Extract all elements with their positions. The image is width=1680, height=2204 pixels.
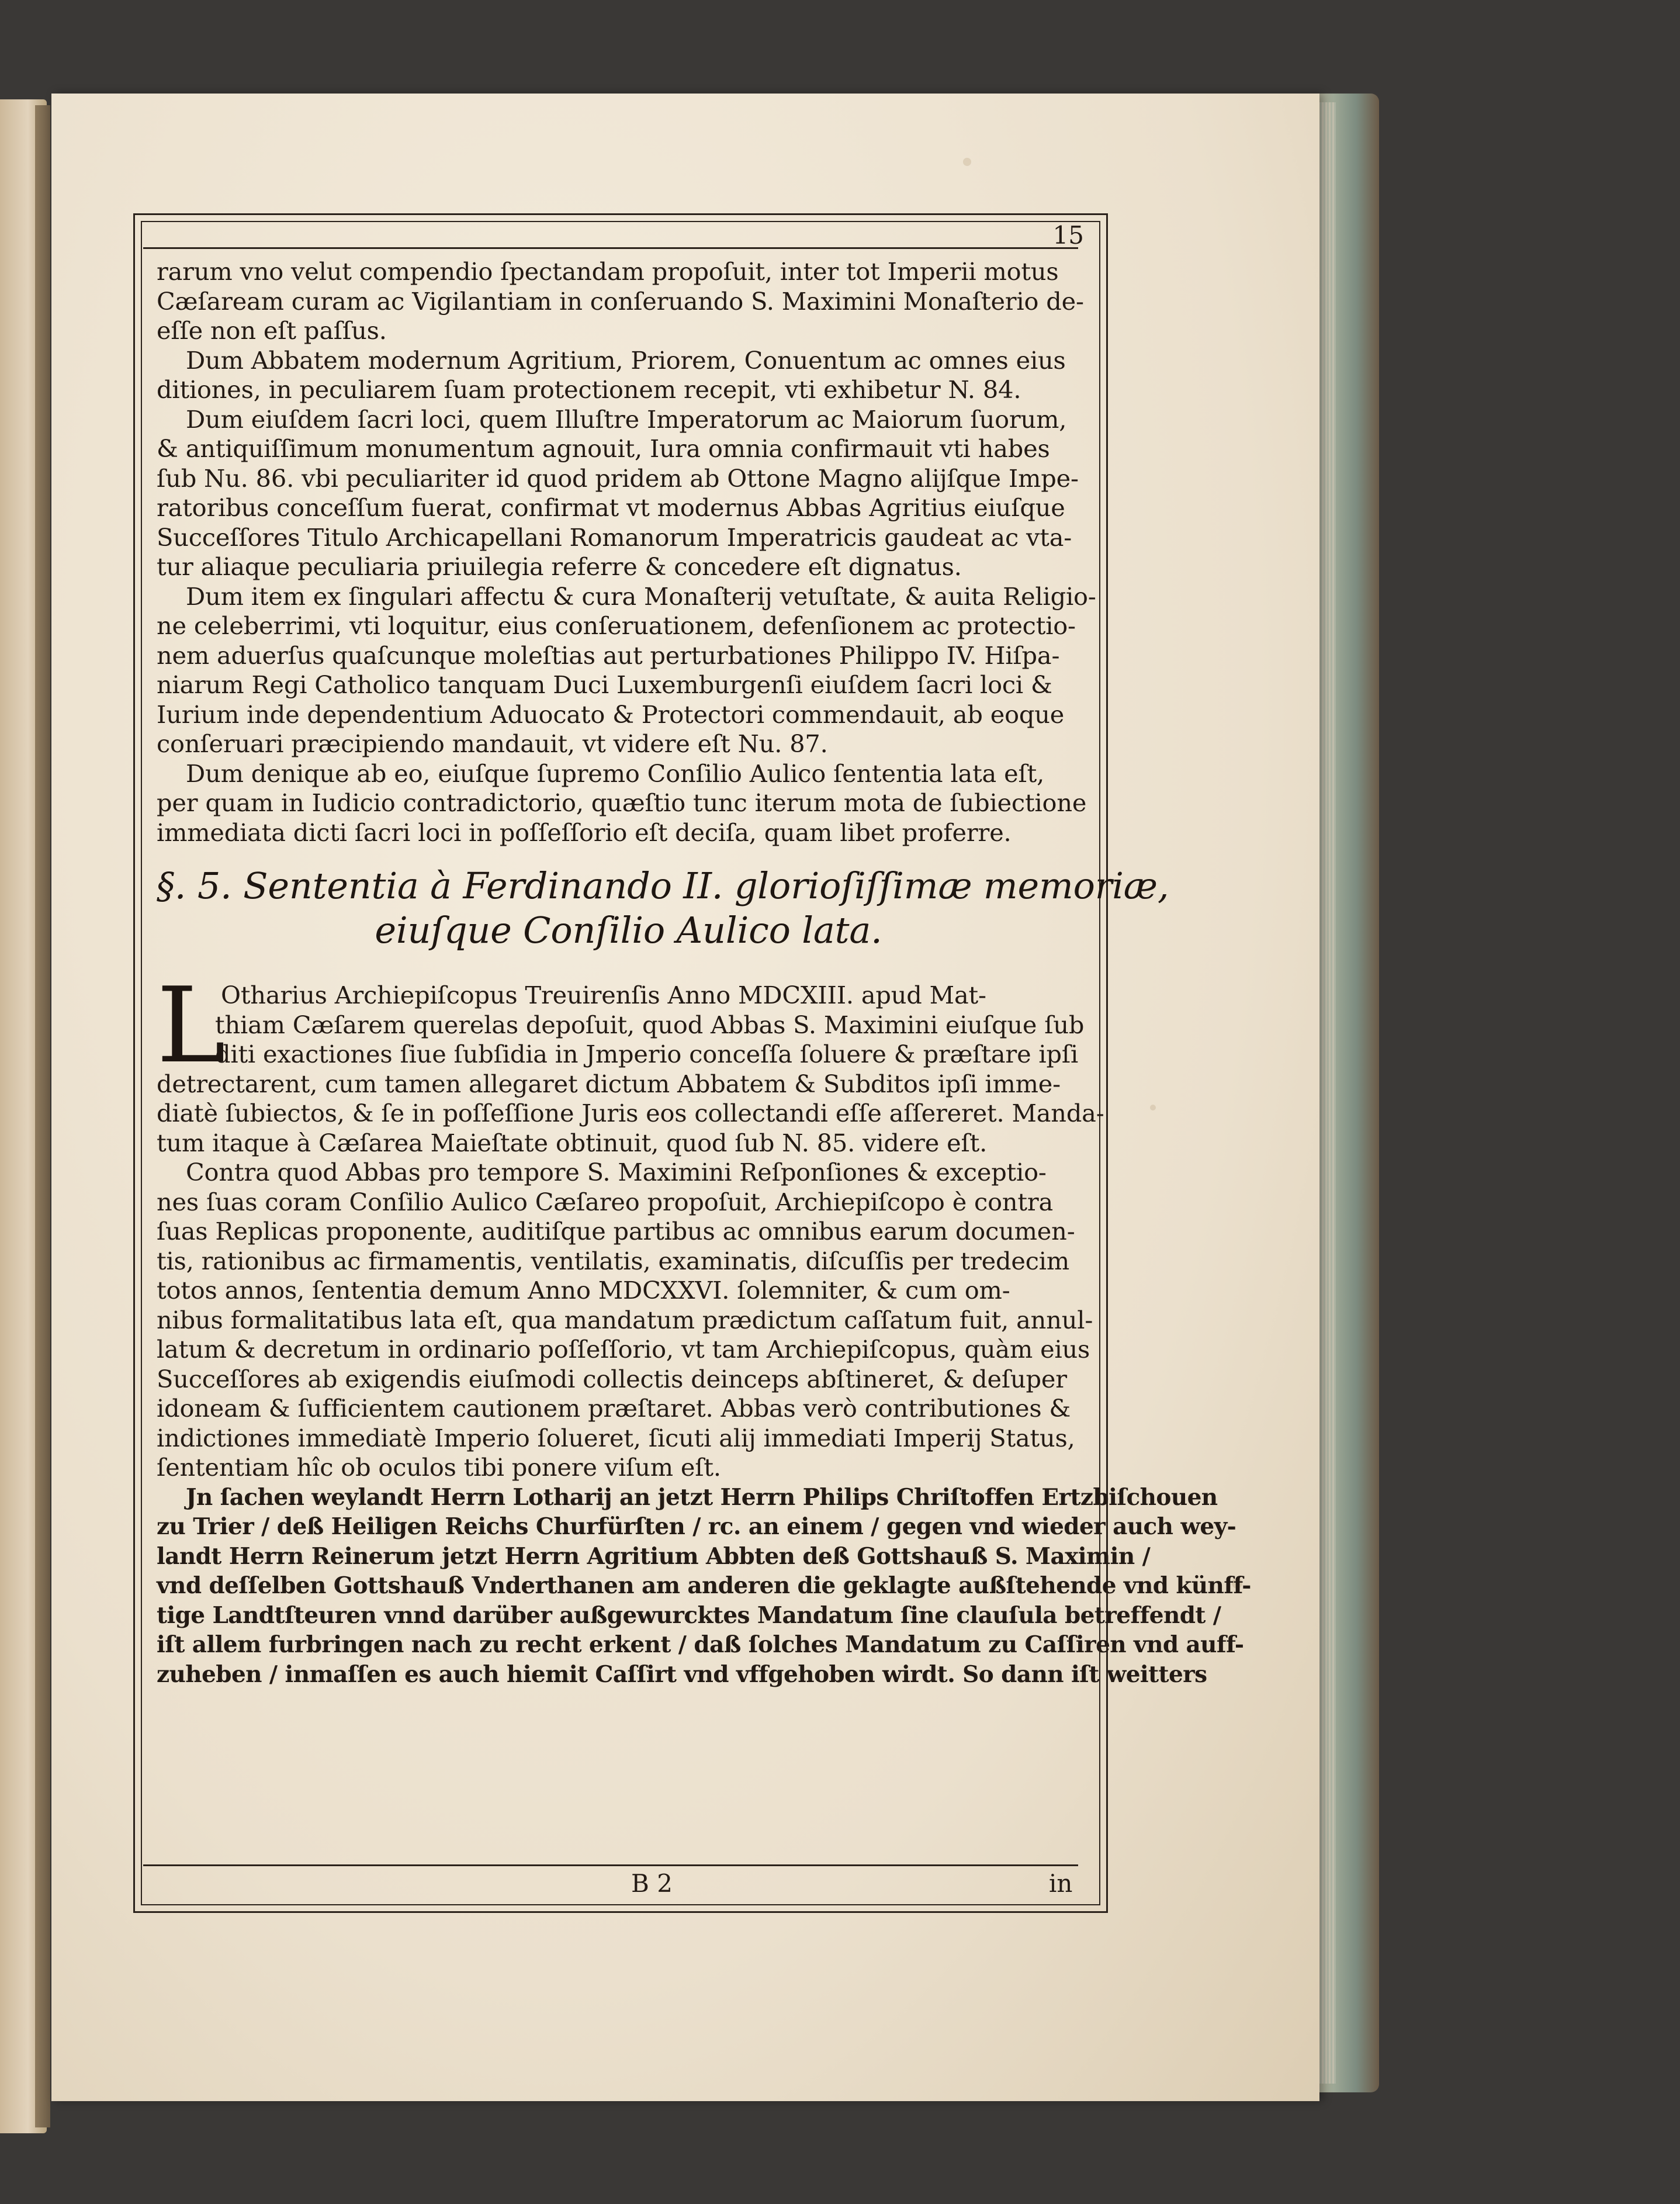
page-number: 15 (1052, 221, 1084, 250)
text-line: idoneam & ſufficientem cautionem præſtaret. Abbas verò contributiones & (157, 1394, 1071, 1423)
german-text-line: zuheben / inmaſſen es auch hiemit Caſſirt vnd vffgehoben wirdt. So dann iſt weitters (157, 1660, 1207, 1688)
text-line: ſub Nu. 86. vbi peculiariter id quod pridem ab Ottone Magno alijſque Impe- (157, 463, 1079, 493)
text-line: tum itaque à Cæſarea Maieſtate obtinuit, quod ſub N. 85. videre eſt. (157, 1128, 988, 1157)
foxing-spot (963, 158, 971, 166)
german-text-line: vnd deſſelben Gottshauß Vnderthanen am anderen die geklagte außſtehende vnd künff- (157, 1572, 1251, 1599)
text-line: indictiones immediatè Imperio ſolueret, ſicuti alij immediati Imperij Status, (157, 1423, 1075, 1452)
text-line: ratoribus conceſſum fuerat, confirmat vt modernus Abbas Agritius eiuſque (157, 493, 1065, 522)
footer-rule (143, 1864, 1078, 1866)
text-line: nem aduerſus quaſcunque moleſtias aut perturbationes Philippo IV. Hiſpa- (157, 641, 1060, 670)
text-line: ditiones, in peculiarem ſuam protectionem recepit, vti exhibetur N. 84. (157, 375, 1021, 404)
german-text-line: landt Herrn Reinerum jetzt Herrn Agritium Abbten deß Gottshauß S. Maximin / (157, 1542, 1151, 1570)
text-line: rarum vno velut compendio ſpectandam propoſuit, inter tot Imperii motus (157, 257, 1059, 286)
text-line: & antiquiſſimum monumentum agnouit, Iura omnia confirmauit vti habes (157, 434, 1050, 463)
text-line: detrectarent, cum tamen allegaret dictum Abbatem & Subditos ipſi imme- (157, 1069, 1061, 1098)
text-line: thiam Cæſarem querelas depoſuit, quod Abbas S. Maximini eiuſque ſub (215, 1010, 1085, 1039)
section-heading: §. 5. Sententia à Ferdinando II. glorioſiſſimæ memoriæ, (157, 864, 1169, 907)
german-text-line: tige Landtſteuren vnnd darüber außgewurcktes Mandatum ſine clauſula betreffendt / (157, 1601, 1221, 1629)
german-text-line: Jn ſachen weylandt Herrn Lotharij an jetzt Herrn Philips Chriſtoffen Ertzbiſchouen (186, 1483, 1218, 1511)
text-line: Succeſſores ab exigendis eiuſmodi collectis deinceps abſtineret, & deſuper (157, 1364, 1067, 1393)
text-line: latum & decretum in ordinario poſſeſſorio, vt tam Archiepiſcopus, quàm eius (157, 1335, 1090, 1364)
text-line: Otharius Archiepiſcopus Treuirenſis Anno MDCXIII. apud Mat- (221, 981, 986, 1009)
text-line: Succeſſores Titulo Archicapellani Romanorum Imperatricis gaudeat ac vta- (157, 523, 1072, 552)
drop-cap-letter: L (157, 965, 226, 1086)
text-line: ſententiam hîc ob oculos tibi ponere viſum eſt. (157, 1453, 721, 1482)
text-line: Cæſaream curam ac Vigilantiam in conſeruando S. Maximini Monaſterio de- (157, 286, 1084, 316)
text-line: Dum item ex ſingulari affectu & cura Monaſterij vetuſtate, & auita Religio- (186, 582, 1096, 611)
header-rule (143, 247, 1078, 249)
text-line: diatè ſubiectos, & ſe in poſſeſſione Juris eos collectandi eſſe aſſereret. Manda- (157, 1099, 1104, 1127)
text-line: Dum eiuſdem ſacri loci, quem Illuſtre Imperatorum ac Maiorum ſuorum, (186, 404, 1067, 434)
text-line: ne celeberrimi, vti loquitur, eius conſeruationem, defenſionem ac protectio- (157, 611, 1076, 640)
text-line: niarum Regi Catholico tanquam Duci Luxemburgenſi eiuſdem ſacri loci & (157, 670, 1052, 699)
text-line: Iurium inde dependentium Aduocato & Protectori commendauit, ab eoque (157, 700, 1065, 729)
left-page-gutter (35, 105, 50, 2127)
german-text-line: zu Trier / deß Heiligen Reichs Churfürſten / rc. an einem / gegen vnd wieder auch wey- (157, 1513, 1236, 1540)
text-line: Dum denique ab eo, eiuſque ſupremo Conſilio Aulico ſententia lata eſt, (186, 759, 1045, 788)
text-line: diti exactiones ſiue ſubſidia in Jmperio conceſſa ſoluere & præſtare ipſi (215, 1040, 1079, 1068)
text-line: tis, rationibus ac firmamentis, ventilatis, examinatis, diſcuſſis per tredecim (157, 1246, 1069, 1275)
section-heading-continued: eiuſque Conſilio Aulico lata. (375, 909, 882, 952)
text-line: totos annos, ſententia demum Anno MDCXXVI. ſolemniter, & cum om- (157, 1276, 1010, 1305)
text-line: immediata dicti ſacri loci in poſſeſſorio eſt deciſa, quam libet proferre. (157, 818, 1012, 847)
text-line: conſeruari præcipiendo mandauit, vt videre eſt Nu. 87. (157, 729, 828, 758)
text-line: tur aliaque peculiaria priuilegia referre & concedere eſt dignatus. (157, 552, 962, 581)
german-text-line: iſt allem furbringen nach zu recht erkent / daß ſolches Mandatum zu Caſſiren vnd auff- (157, 1631, 1244, 1658)
foxing-spot (1150, 1105, 1156, 1110)
text-line: per quam in Iudicio contradictorio, quæſtio tunc iterum mota de ſubiectione (157, 788, 1087, 817)
text-line: ſuas Replicas proponente, auditiſque partibus ac omnibus earum documen- (157, 1217, 1075, 1245)
text-line: eſſe non eſt paſſus. (157, 316, 387, 345)
text-line: Contra quod Abbas pro tempore S. Maximini Reſponſiones & exceptio- (186, 1158, 1047, 1186)
signature-mark: B 2 (631, 1869, 673, 1898)
main-text (157, 257, 1251, 1689)
text-line: nes ſuas coram Conſilio Aulico Cæſareo propoſuit, Archiepiſcopo è contra (157, 1187, 1054, 1216)
text-line: nibus formalitatibus lata eſt, qua mandatum prædictum caſſatum fuit, annul- (157, 1305, 1093, 1334)
text-line: Dum Abbatem modernum Agritium, Priorem, Conuentum ac omnes eius (186, 345, 1066, 375)
catchword: in (1049, 1869, 1073, 1898)
